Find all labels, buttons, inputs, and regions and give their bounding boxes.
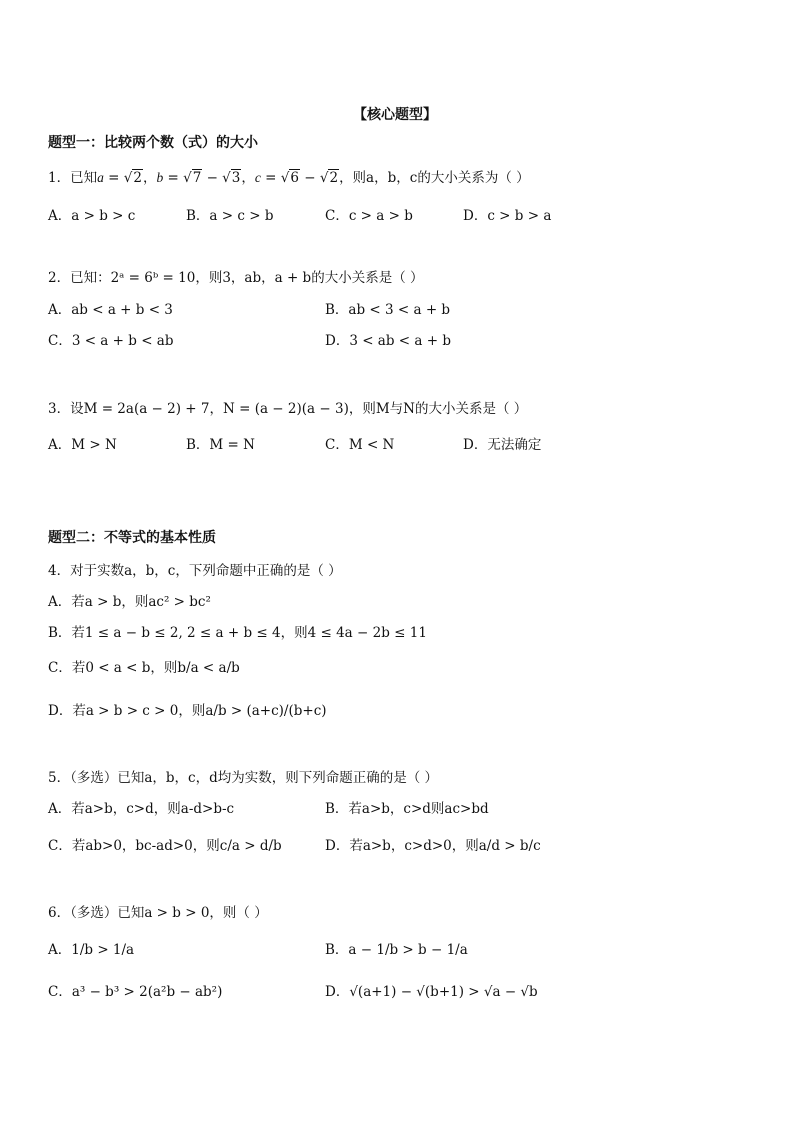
q2-option-c[interactable]: C．3 < a + b < ab	[48, 333, 174, 349]
q3-stem: 3．设M = 2a(a − 2) + 7，N = (a − 2)(a − 3)，则M与N的大小关系是（ ）	[48, 401, 528, 417]
q6-option-d[interactable]: D．√(a+1) − √(b+1) > √a − √b	[325, 984, 538, 1000]
q1-option-c[interactable]: C．c > a > b	[325, 208, 413, 224]
q5-option-b[interactable]: B．若a>b，c>d则ac>bd	[325, 801, 489, 817]
section2-title: 题型二：不等式的基本性质	[48, 530, 216, 546]
q5-option-a[interactable]: A．若a>b，c>d，则a-d>b-c	[48, 801, 235, 817]
q6-option-b[interactable]: B．a − 1/b > b − 1/a	[325, 942, 468, 958]
q4-option-a[interactable]: A．若a > b，则ac² > bc²	[48, 594, 211, 610]
q3-option-b[interactable]: B．M = N	[186, 437, 255, 453]
q2-stem: 2．已知：2ᵃ = 6ᵇ = 10，则3，ab，a + b的大小关系是（ ）	[48, 270, 424, 286]
q3-option-d[interactable]: D．无法确定	[463, 437, 542, 453]
q1-formula: a = √2，b = √7 − √3，c = √6 − √2	[97, 170, 339, 186]
q6-stem: 6．（多选）已知a > b > 0，则（ ）	[48, 905, 268, 921]
q1-stem-prefix: 1．已知	[48, 170, 98, 186]
q3-option-c[interactable]: C．M < N	[325, 437, 395, 453]
q4-option-c[interactable]: C．若0 < a < b，则b/a < a/b	[48, 660, 240, 676]
q2-option-b[interactable]: B．ab < 3 < a + b	[325, 302, 451, 318]
q1-option-d[interactable]: D．c > b > a	[463, 208, 552, 224]
q6-option-c[interactable]: C．a³ − b³ > 2(a²b − ab²)	[48, 984, 223, 1000]
page-title: 【核心题型】	[353, 107, 437, 123]
q1-stem-suffix: ，则a，b，c的大小关系为（ ）	[339, 170, 530, 186]
q4-option-b[interactable]: B．若1 ≤ a − b ≤ 2, 2 ≤ a + b ≤ 4，则4 ≤ 4a − 2b ≤ 11	[48, 625, 427, 641]
q5-stem: 5．（多选）已知a，b，c，d均为实数，则下列命题正确的是（ ）	[48, 770, 439, 786]
q5-option-d[interactable]: D．若a>b，c>d>0，则a/d > b/c	[325, 838, 541, 854]
q1-stem	[48, 166, 530, 186]
q2-option-a[interactable]: A．ab < a + b < 3	[48, 302, 173, 318]
q2-option-d[interactable]: D．3 < ab < a + b	[325, 333, 451, 349]
section1-title: 题型一：比较两个数（式）的大小	[48, 135, 258, 151]
q4-option-d[interactable]: D．若a > b > c > 0，则a/b > (a+c)/(b+c)	[48, 703, 327, 719]
q1-option-a[interactable]: A．a > b > c	[48, 208, 136, 224]
q6-option-a[interactable]: A．1/b > 1/a	[48, 942, 135, 958]
q4-stem: 4．对于实数a，b，c，下列命题中正确的是（ ）	[48, 563, 342, 579]
q5-option-c[interactable]: C．若ab>0，bc-ad>0，则c/a > d/b	[48, 838, 282, 854]
q3-option-a[interactable]: A．M > N	[48, 437, 117, 453]
q1-option-b[interactable]: B．a > c > b	[186, 208, 274, 224]
